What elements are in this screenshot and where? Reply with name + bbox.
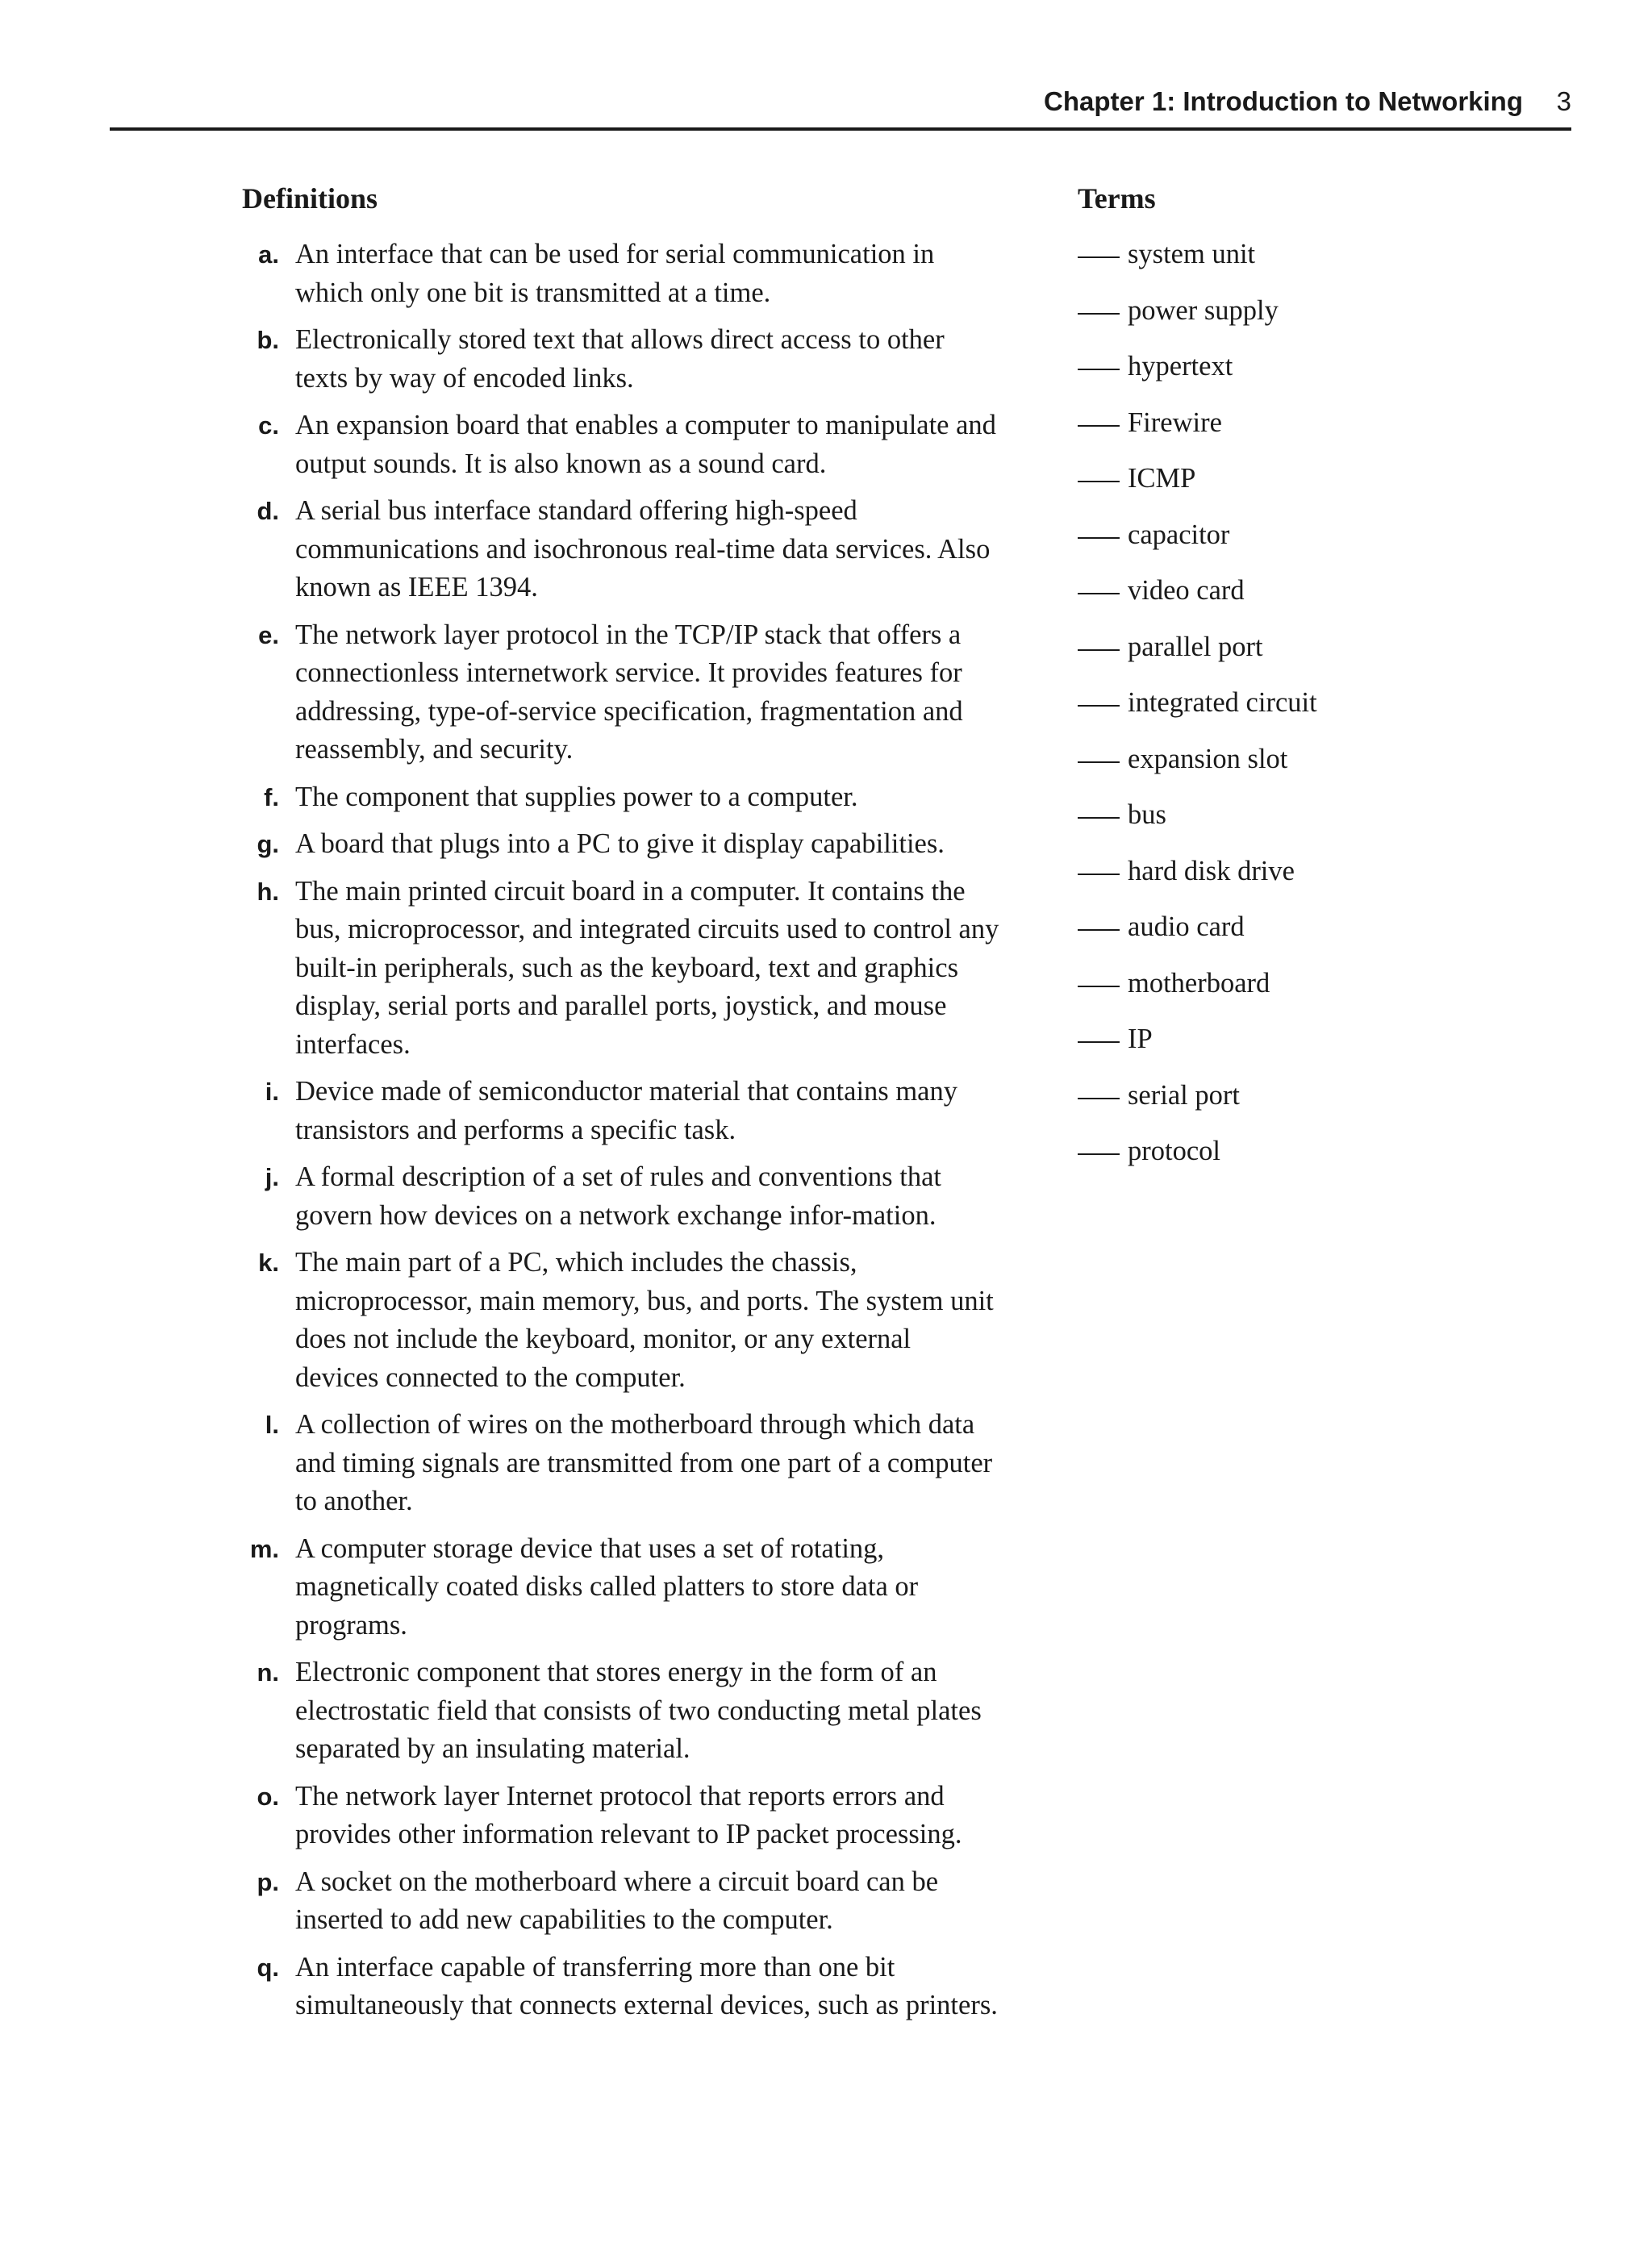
definition-letter: c. bbox=[258, 411, 279, 440]
answer-blank[interactable] bbox=[1078, 705, 1120, 707]
definition-letter: l. bbox=[265, 1411, 279, 1439]
term-item bbox=[1078, 404, 1481, 461]
term-text: motherboard bbox=[1128, 967, 1270, 999]
definition-letter: i. bbox=[265, 1078, 279, 1106]
definition-text: A serial bus interface standard offering high-speed communications and isochronous real-time data services. Also known as IEEE 1394. bbox=[295, 495, 991, 603]
definition-text: An interface capable of transferring more than one bit simultaneously that connects external devices, such as printers. bbox=[295, 1951, 998, 2020]
definition-item bbox=[242, 1406, 1000, 1521]
terms-column bbox=[1078, 179, 1481, 1189]
term-item bbox=[1078, 236, 1481, 292]
term-text: protocol bbox=[1128, 1136, 1220, 1166]
term-text: audio card bbox=[1128, 911, 1245, 942]
definitions-heading: Definitions bbox=[242, 182, 378, 215]
term-text: ICMP bbox=[1128, 463, 1196, 494]
definition-letter: p. bbox=[257, 1867, 279, 1896]
term-text: power supply bbox=[1128, 294, 1279, 326]
definition-item bbox=[242, 236, 1000, 312]
definition-item bbox=[242, 492, 1000, 607]
term-item bbox=[1078, 572, 1481, 628]
term-text: video card bbox=[1128, 575, 1245, 606]
definition-item bbox=[242, 778, 1000, 817]
answer-blank[interactable] bbox=[1078, 256, 1120, 258]
definition-letter: f. bbox=[264, 782, 279, 811]
definition-item bbox=[242, 1244, 1000, 1397]
page-number: 3 bbox=[1556, 86, 1571, 116]
definition-item bbox=[242, 1158, 1000, 1235]
definition-text: Electronically stored text that allows direct access to other texts by way of encoded links. bbox=[295, 324, 945, 394]
term-text: hard disk drive bbox=[1128, 855, 1295, 886]
definition-text: A computer storage device that uses a set of rotating, magnetically coated disks called platters to store data or programs. bbox=[295, 1532, 919, 1641]
term-text: hypertext bbox=[1128, 351, 1233, 382]
definition-text: The main printed circuit board in a computer. It contains the bus, microprocessor, and integrated circuits used to control any built-in peripherals, such as the keyboard, text and graphics display, serial ports and parallel ports, joystick, and mouse interfaces. bbox=[295, 875, 999, 1060]
definition-item bbox=[242, 1863, 1000, 1940]
term-item bbox=[1078, 1132, 1481, 1189]
term-item bbox=[1078, 516, 1481, 573]
answer-blank[interactable] bbox=[1078, 929, 1120, 931]
term-text: parallel port bbox=[1128, 631, 1263, 662]
definition-letter: j. bbox=[265, 1163, 279, 1191]
definition-text: A collection of wires on the motherboard through which data and timing signals are transmitted from one part of a computer to another. bbox=[295, 1409, 993, 1516]
definition-item bbox=[242, 1778, 1000, 1854]
answer-blank[interactable] bbox=[1078, 537, 1120, 539]
definition-text: The network layer Internet protocol that reports errors and provides other information relevant to IP packet processing. bbox=[295, 1780, 962, 1849]
term-item bbox=[1078, 292, 1481, 348]
answer-blank[interactable] bbox=[1078, 649, 1120, 651]
answer-blank[interactable] bbox=[1078, 761, 1120, 763]
answer-blank[interactable] bbox=[1078, 369, 1120, 370]
definition-item bbox=[242, 616, 1000, 769]
definitions-list bbox=[242, 236, 1000, 2025]
answer-blank[interactable] bbox=[1078, 313, 1120, 315]
term-item bbox=[1078, 348, 1481, 404]
term-item bbox=[1078, 740, 1481, 797]
definition-letter: a. bbox=[258, 240, 279, 269]
definition-item bbox=[242, 1073, 1000, 1149]
definition-text: The network layer protocol in the TCP/IP stack that offers a connectionless internetwork service. It provides features for addressing, type-of-service specification, fragmentation and reassembly, and security. bbox=[295, 619, 963, 765]
page-header bbox=[110, 82, 1571, 131]
definition-item bbox=[242, 873, 1000, 1065]
definition-item bbox=[242, 407, 1000, 483]
definition-text: A formal description of a set of rules and conventions that govern how devices on a network exchange infor-mation. bbox=[295, 1161, 941, 1231]
answer-blank[interactable] bbox=[1078, 1098, 1120, 1099]
definition-text: Device made of semiconductor material that contains many transistors and performs a specific task. bbox=[295, 1076, 957, 1145]
answer-blank[interactable] bbox=[1078, 874, 1120, 875]
definition-letter: b. bbox=[257, 326, 279, 354]
term-item bbox=[1078, 796, 1481, 853]
definition-item bbox=[242, 1653, 1000, 1769]
answer-blank[interactable] bbox=[1078, 817, 1120, 819]
definition-item bbox=[242, 1949, 1000, 2025]
answer-blank[interactable] bbox=[1078, 425, 1120, 427]
answer-blank[interactable] bbox=[1078, 593, 1120, 594]
definition-text: The component that supplies power to a computer. bbox=[295, 781, 858, 812]
term-item bbox=[1078, 460, 1481, 516]
term-item bbox=[1078, 908, 1481, 965]
term-text: serial port bbox=[1128, 1079, 1240, 1111]
answer-blank[interactable] bbox=[1078, 481, 1120, 482]
term-item bbox=[1078, 853, 1481, 909]
term-text: integrated circuit bbox=[1128, 687, 1317, 718]
definitions-column bbox=[242, 179, 1000, 2034]
definition-letter: m. bbox=[249, 1534, 279, 1563]
term-text: system unit bbox=[1128, 239, 1256, 269]
term-item bbox=[1078, 965, 1481, 1021]
term-text: capacitor bbox=[1128, 519, 1230, 550]
definition-letter: n. bbox=[257, 1658, 279, 1687]
term-item bbox=[1078, 1077, 1481, 1133]
definition-text: Electronic component that stores energy in the form of an electrostatic field that consists of two conducting metal plates separated by an insulating material. bbox=[295, 1657, 982, 1764]
definition-letter: h. bbox=[257, 877, 279, 906]
definition-letter: e. bbox=[258, 620, 279, 649]
definition-letter: k. bbox=[258, 1249, 279, 1277]
definition-text: An expansion board that enables a computer to manipulate and output sounds. It is also known as a sound card. bbox=[295, 410, 996, 479]
definition-text: A board that plugs into a PC to give it display capabilities. bbox=[295, 828, 945, 859]
terms-list bbox=[1078, 236, 1481, 1189]
definition-letter: d. bbox=[257, 497, 279, 525]
definition-letter: q. bbox=[257, 1953, 279, 1982]
definition-text: The main part of a PC, which includes the chassis, microprocessor, main memory, bus, and ports. The system unit does not include the keyboard, monitor, or any external devices connected to the computer. bbox=[295, 1247, 994, 1393]
definition-text: An interface that can be used for serial communication in which only one bit is transmitted at a time. bbox=[295, 239, 935, 308]
answer-blank[interactable] bbox=[1078, 1041, 1120, 1043]
term-text: expansion slot bbox=[1128, 743, 1288, 774]
answer-blank[interactable] bbox=[1078, 1153, 1120, 1155]
definition-item bbox=[242, 825, 1000, 864]
answer-blank[interactable] bbox=[1078, 986, 1120, 987]
definition-item bbox=[242, 1530, 1000, 1645]
term-item bbox=[1078, 684, 1481, 740]
definition-item bbox=[242, 321, 1000, 398]
term-text: Firewire bbox=[1128, 407, 1222, 438]
terms-heading: Terms bbox=[1078, 182, 1156, 215]
term-text: bus bbox=[1128, 799, 1166, 830]
chapter-title: Chapter 1: Introduction to Networking bbox=[1044, 86, 1523, 116]
definition-text: A socket on the motherboard where a circuit board can be inserted to add new capabilities to the computer. bbox=[295, 1866, 939, 1935]
definition-letter: o. bbox=[257, 1782, 279, 1811]
term-item bbox=[1078, 1020, 1481, 1077]
term-item bbox=[1078, 628, 1481, 685]
term-text: IP bbox=[1128, 1024, 1153, 1054]
definition-letter: g. bbox=[257, 830, 279, 858]
